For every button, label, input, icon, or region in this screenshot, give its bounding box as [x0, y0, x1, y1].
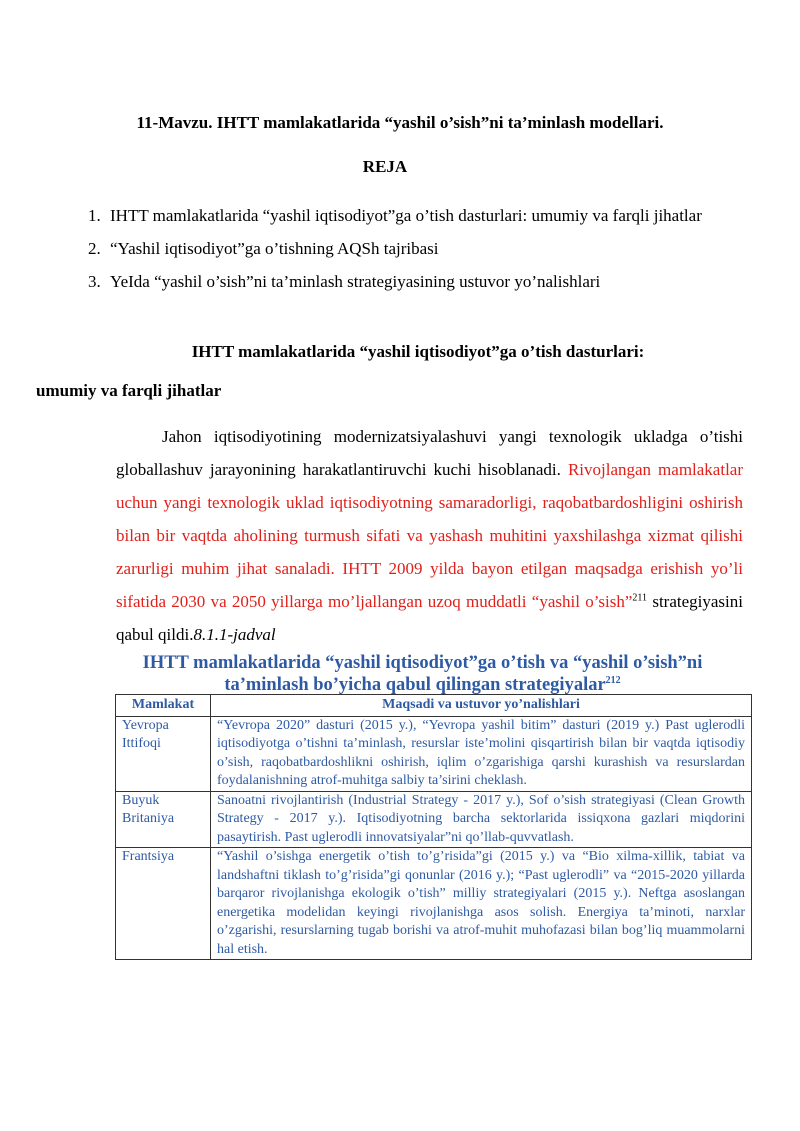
plan-heading: REJA — [362, 157, 408, 176]
strategies-table — [115, 694, 752, 960]
plan-item — [88, 199, 728, 232]
table-row — [116, 791, 752, 848]
section-heading: IHTT mamlakatlarida “yashil iqtisodiyot”ga o’tish dasturlari: — [191, 342, 645, 361]
plan-item — [88, 265, 728, 298]
body-paragraph — [116, 420, 743, 651]
description-cell: “Yashil o’sishga energetik o’tish to’g’risida”gi (2015 y.) va “Bio xilma-xillik, tabiat va landshaftni tiklash to’g’risida”gi qonunlar (2016 y.); “Past uglerodli” va “2015-2020 yillarda barqaror rivojlanishga ekologik o’tish” milliy strategiyalari (2015 y.). Neftga asoslangan energetika modelidan keyingi rivojlanishga asos solish. Energiya ta’minoti, narxlar o’zgarishi, resurslarning tugab borishi va atrof-muhit muhofazasi bilan bog’liq muammolarni hal etish. — [211, 848, 752, 960]
section-heading-continuation: umumiy va farqli jihatlar — [36, 381, 222, 400]
footnote-marker: 211 — [632, 592, 648, 604]
country-cell: Frantsiya — [116, 848, 211, 960]
table-row — [116, 848, 752, 960]
description-cell: Sanoatni rivojlantirish (Industrial Strategy - 2017 y.), Sof o’sish strategiyasi (Clean Growth Strategy - 2017 y.). Iqtisodiyotning barcha sektorlarida issiqxona gazlari miqdorini pasaytirish. Past uglerodli innovatsiyalar”ni qo’llab-quvvatlash. — [211, 791, 752, 848]
table-header-row — [116, 695, 752, 717]
plan-item-text: YeIda “yashil o’sish”ni ta’minlash strategiyasining ustuvor yo’nalishlari — [110, 272, 601, 291]
plan-item-number: 1. — [88, 206, 101, 225]
document-title: 11-Mavzu. IHTT mamlakatlarida “yashil o’sish”ni ta’minlash modellari. — [136, 113, 664, 132]
table-row — [116, 716, 752, 791]
plan-item-text: “Yashil iqtisodiyot”ga o’tishning AQSh tajribasi — [110, 239, 439, 258]
plan-list — [88, 199, 728, 298]
table-title — [120, 652, 725, 696]
plan-item-number: 3. — [88, 272, 101, 291]
column-header-goals: Maqsadi va ustuvor yo’nalishlari — [211, 695, 752, 717]
paragraph-text: Jahon iqtisodiyotining modernizatsiyalashuvi yangi texnologik ukladga o’tishi globallashuv jarayonining harakatlantiruvchi kuchi hisoblanadi. — [116, 427, 743, 479]
plan-item-number: 2. — [88, 239, 101, 258]
plan-item — [88, 232, 728, 265]
column-header-country: Mamlakat — [116, 695, 211, 717]
paragraph-highlighted-text: Rivojlangan mamlakatlar uchun yangi texnologik uklad iqtisodiyotning samaradorligi, raqobatbardoshligini oshirish bilan bir vaqtda aholining turmush sifati va yashash muhitini yaxshilashga xizmat qilishi zarurligi muhim jihat sanaladi. IHTT 2009 yilda bayon etilgan maqsadga erishish yo’li sifatida 2030 va 2050 yillarga mo’ljallangan uzoq muddatli “yashil o’sish” — [116, 460, 744, 611]
country-cell: Buyuk Britaniya — [116, 791, 211, 848]
table-footnote-marker: 212 — [605, 674, 621, 686]
table-title-text: IHTT mamlakatlarida “yashil iqtisodiyot”ga o’tish va “yashil o’sish”ni ta’minlash bo’yicha qabul qilingan strategiyalar — [142, 653, 703, 695]
country-cell: Yevropa Ittifoqi — [116, 716, 211, 791]
table-reference: 8.1.1-jadval — [193, 625, 276, 644]
description-cell: “Yevropa 2020” dasturi (2015 y.), “Yevropa yashil bitim” dasturi (2019 y.) Past uglerodli iqtisodiyotga o’tishni ta’minlash, resurslar iste’molini qisqartirish bilan bir vaqtda iqtisodiy o’sish, raqobatbardoshlikni oshirish, iqlim o’zgarishiga qarshi kurashish va resurslardan foydalanishning atrof-muhitga salbiy ta’sirini cheklash. — [211, 716, 752, 791]
plan-item-text: IHTT mamlakatlarida “yashil iqtisodiyot”ga o’tish dasturlari: umumiy va farqli jihatlar — [110, 206, 702, 225]
paragraph-text-end: strategiyasini qabul qildi. — [116, 592, 743, 644]
